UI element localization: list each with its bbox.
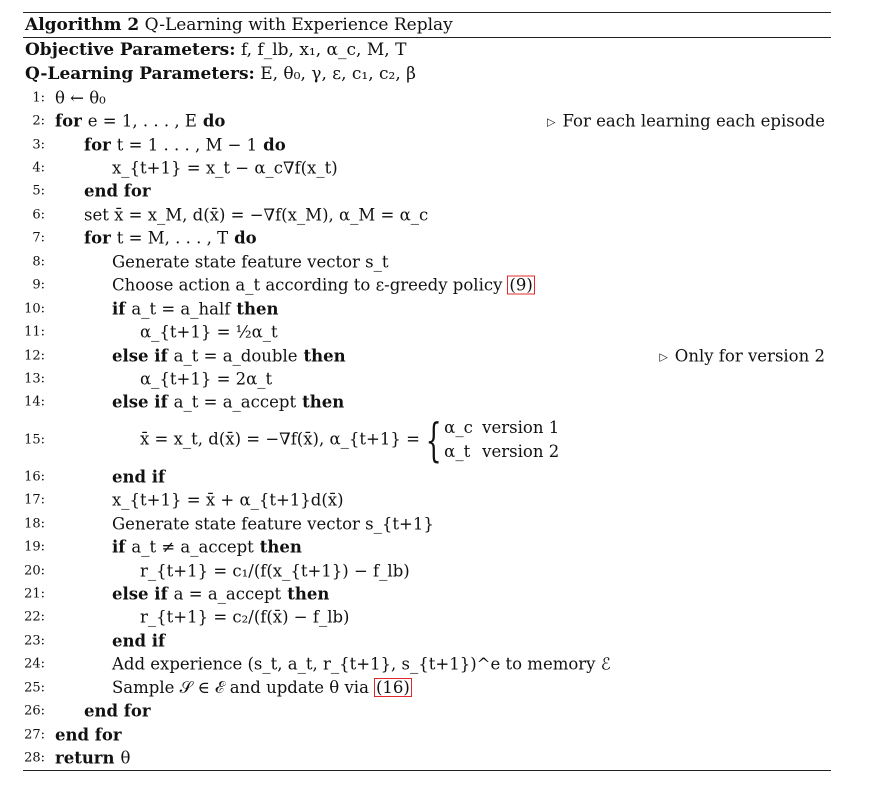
statement: Sample 𝒮 ∈ ℰ and update θ via (112, 677, 369, 697)
statement: a_t = a_double (173, 346, 298, 366)
line-code (84, 702, 151, 721)
line-number: 14: (24, 394, 45, 410)
statement: r_{t+1} = c₁/(f(x_{t+1}) − f_lb) (140, 561, 410, 581)
statement: e = 1, . . . , E (87, 111, 197, 131)
keyword: else if (112, 584, 168, 604)
line-code (112, 655, 611, 674)
line-comment (547, 112, 825, 131)
line-code (140, 323, 278, 342)
line-number: 13: (24, 371, 45, 387)
statement: x_{t+1} = x_t − α_c∇f(x_t) (112, 158, 338, 178)
algorithm-line (23, 414, 831, 465)
line-number: 23: (24, 633, 45, 649)
line-number: 5: (32, 183, 45, 199)
algorithm-line (23, 227, 831, 250)
algorithm-line (23, 489, 831, 512)
keyword: if (112, 537, 126, 557)
line-code (112, 467, 165, 486)
algorithm-line (23, 512, 831, 535)
algorithm-block (23, 12, 831, 771)
algorithm-line (23, 86, 831, 109)
line-number: 25: (24, 680, 45, 696)
statement: a_t ≠ a_accept (131, 537, 254, 557)
line-number: 2: (32, 113, 45, 129)
line-number: 7: (32, 230, 45, 246)
line-number: 8: (32, 254, 45, 270)
line-code (112, 631, 165, 650)
case-row (444, 416, 559, 440)
line-code (112, 276, 535, 295)
statement: a = a_accept (173, 584, 282, 604)
statement: θ ← θ₀ (55, 88, 106, 108)
line-number: 19: (24, 539, 45, 555)
bottom-rule (23, 770, 831, 771)
line-code (112, 346, 346, 365)
line-code (112, 252, 389, 271)
line-code (55, 88, 106, 107)
line-code (112, 159, 338, 178)
line-code (55, 749, 130, 768)
keyword: end if (112, 467, 166, 487)
algorithm-line (23, 582, 831, 605)
algorithm-line (23, 465, 831, 488)
algorithm-line (23, 274, 831, 297)
keyword: then (236, 299, 279, 319)
keyword: then (302, 392, 345, 412)
line-number: 28: (24, 750, 45, 766)
keyword: then (287, 584, 330, 604)
line-code (140, 412, 560, 467)
line-number: 26: (24, 703, 45, 719)
statement: t = 1 . . . , M − 1 (116, 135, 258, 155)
keyword: do (202, 111, 226, 131)
case-value: α_c (444, 417, 473, 437)
case-label: version 2 (482, 441, 560, 461)
comment-text: For each learning each episode (562, 111, 825, 131)
line-code (112, 538, 302, 557)
algorithm-line (23, 297, 831, 320)
statement: Choose action a_t according to ε-greedy policy (112, 275, 503, 295)
line-code (112, 678, 412, 698)
statement: Add experience (s_t, a_t, r_{t+1}, s_{t+1})^e to memory ℰ (112, 654, 611, 674)
keyword: end for (84, 181, 151, 201)
line-number: 4: (32, 160, 45, 176)
keyword: end for (84, 701, 151, 721)
line-number: 22: (24, 609, 45, 625)
keyword: for (84, 228, 111, 248)
line-number: 17: (24, 492, 45, 508)
statement: set x̄ = x_M, d(x̄) = −∇f(x_M), α_M = α_c (84, 205, 429, 225)
case-label: version 1 (482, 417, 560, 437)
keyword: then (303, 346, 346, 366)
algorithm-line (23, 367, 831, 390)
equation-reference-link[interactable]: (9) (509, 275, 533, 295)
statement: θ (120, 748, 131, 768)
algorithm-line (23, 559, 831, 582)
algorithm-line (23, 320, 831, 343)
algorithm-line (23, 723, 831, 746)
statement: Generate state feature vector s_t (112, 252, 389, 272)
keyword: do (263, 135, 286, 155)
line-code (55, 112, 225, 131)
left-brace: { (425, 412, 442, 467)
line-code (55, 725, 122, 744)
line-number: 21: (24, 586, 45, 602)
statement: a_t = a_accept (173, 392, 297, 412)
case-value: α_t (444, 441, 471, 461)
line-code (112, 491, 344, 510)
line-number: 3: (32, 137, 45, 153)
line-comment (659, 346, 825, 365)
algorithm-line (23, 746, 831, 769)
keyword: end if (112, 631, 166, 651)
line-code (84, 182, 151, 201)
line-code (140, 608, 350, 627)
statement: x̄ = x_t, d(x̄) = −∇f(x̄), α_{t+1} = (140, 429, 420, 449)
line-number: 24: (24, 656, 45, 672)
algorithm-line (23, 250, 831, 273)
algorithm-line (23, 653, 831, 676)
line-number: 1: (32, 90, 45, 106)
algorithm-line (23, 156, 831, 179)
algorithm-line (23, 203, 831, 226)
line-number: 27: (24, 727, 45, 743)
line-code (84, 229, 257, 248)
line-code (112, 299, 278, 318)
comment-triangle-icon: ▷ (659, 350, 668, 364)
statement: t = M, . . . , T (116, 228, 229, 248)
line-number: 11: (24, 324, 45, 340)
comment-text: Only for version 2 (674, 346, 825, 366)
comment-triangle-icon: ▷ (547, 115, 556, 129)
algorithm-line (23, 344, 831, 367)
line-code (140, 561, 410, 580)
line-code (112, 393, 344, 412)
line-number: 18: (24, 516, 45, 532)
objective-label: Objective Parameters: (25, 40, 236, 60)
keyword: then (259, 537, 302, 557)
keyword: else if (112, 392, 168, 412)
algorithm-title (23, 13, 831, 37)
algorithm-line (23, 180, 831, 203)
line-number: 16: (24, 469, 45, 485)
line-number: 6: (32, 207, 45, 223)
statement: α_{t+1} = 2α_t (140, 369, 273, 389)
line-number: 10: (24, 301, 45, 317)
qparams-value: E, θ₀, γ, ε, c₁, c₂, β (260, 64, 416, 84)
line-code (112, 585, 329, 604)
keyword: do (234, 228, 257, 248)
algorithm-label: Algorithm 2 (25, 15, 140, 35)
line-number: 20: (24, 563, 45, 579)
algorithm-line (23, 606, 831, 629)
statement: x_{t+1} = x̄ + α_{t+1}d(x̄) (112, 490, 344, 510)
objective-parameters (23, 38, 831, 62)
objective-value: f, f_lb, x₁, α_c, M, T (240, 40, 407, 60)
algorithm-line (23, 109, 831, 132)
keyword: for (55, 111, 82, 131)
algorithm-line (23, 700, 831, 723)
keyword: for (84, 135, 111, 155)
statement: a_t = a_half (131, 299, 231, 319)
statement: Generate state feature vector s_{t+1} (112, 514, 434, 534)
algorithm-name: Q-Learning with Experience Replay (144, 15, 453, 35)
line-number: 9: (32, 277, 45, 293)
algorithm-line (23, 629, 831, 652)
keyword: return (55, 748, 115, 768)
keyword: else if (112, 346, 168, 366)
statement: r_{t+1} = c₂/(f(x̄) − f_lb) (140, 607, 350, 627)
case-row (444, 440, 559, 464)
keyword: end for (55, 725, 122, 745)
line-number: 12: (24, 348, 45, 364)
line-code (140, 369, 272, 388)
equation-reference-link[interactable]: (16) (375, 677, 410, 697)
qlearning-parameters (23, 62, 831, 86)
algorithm-lines (23, 86, 831, 770)
line-code (84, 135, 286, 154)
line-code (84, 205, 428, 224)
algorithm-line (23, 676, 831, 699)
keyword: if (112, 299, 126, 319)
statement: α_{t+1} = ½α_t (140, 322, 278, 342)
algorithm-line (23, 391, 831, 414)
case-expression (423, 412, 560, 467)
qparams-label: Q-Learning Parameters: (25, 64, 255, 84)
case-rows (444, 416, 559, 464)
algorithm-line (23, 133, 831, 156)
algorithm-line (23, 535, 831, 558)
line-code (112, 514, 434, 533)
line-number: 15: (24, 432, 45, 448)
